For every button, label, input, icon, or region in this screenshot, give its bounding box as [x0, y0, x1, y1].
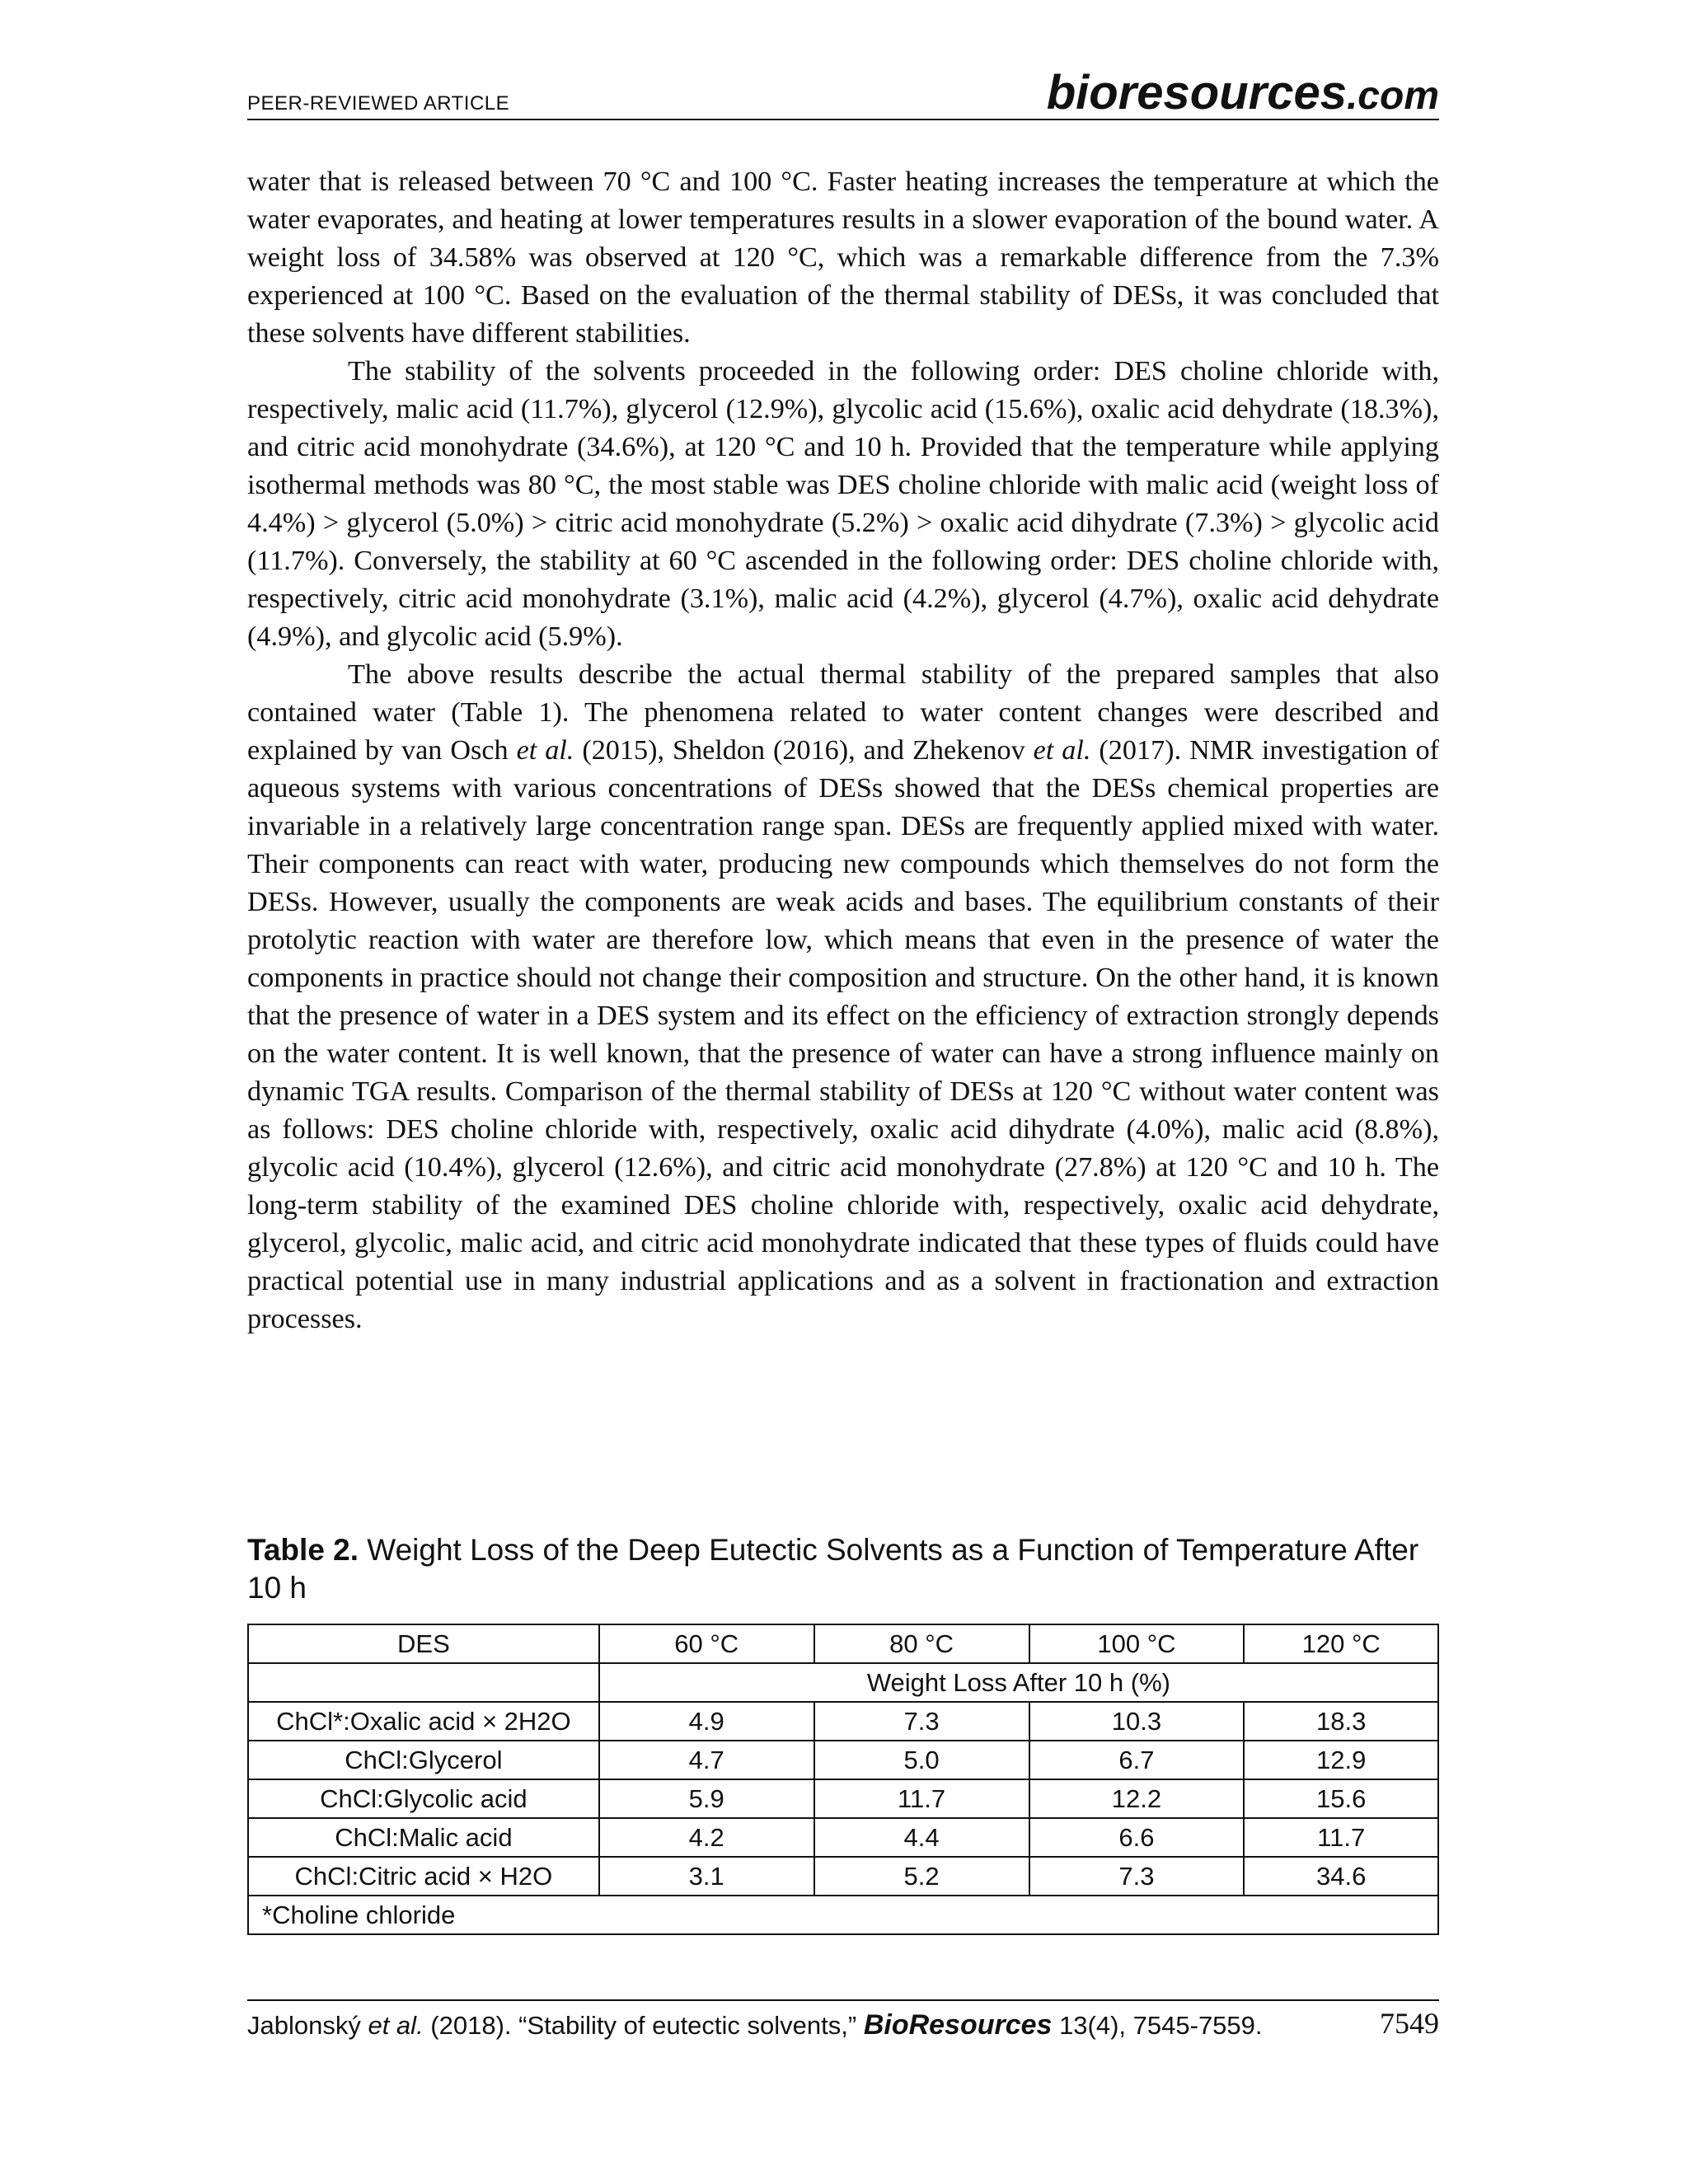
weight-loss-cell: 4.4: [814, 1818, 1029, 1857]
paragraph-text: water that is released between 70 °C and 100 °C. Faster heating increases the temperature at which the water evaporates, and heating at lower temperatures results in a slower evaporation of the bound water. A weight loss of 34.58% was observed at 120 °C, which was a remarkable difference from the 7.3% experienced at 100 °C. Based on the evaluation of the thermal stability of DESs, it was concluded that these solvents have different stabilities.: [247, 166, 1439, 349]
article-type-label: PEER-REVIEWED ARTICLE: [247, 92, 510, 115]
des-name-cell: ChCl*:Oxalic acid × 2H2O: [248, 1702, 599, 1741]
weight-loss-cell: 4.7: [599, 1741, 814, 1779]
weight-loss-cell: 15.6: [1244, 1779, 1438, 1818]
weight-loss-cell: 18.3: [1244, 1702, 1438, 1741]
weight-loss-cell: 11.7: [814, 1779, 1029, 1818]
table-footnote: *Choline chloride: [248, 1896, 1438, 1934]
table-header-row: [248, 1624, 1438, 1663]
empty-cell: [248, 1663, 599, 1702]
footer-etal: et al.: [368, 2011, 424, 2040]
table-row: [248, 1741, 1438, 1779]
table-row: [248, 1857, 1438, 1896]
weight-loss-cell: 34.6: [1244, 1857, 1438, 1896]
weight-loss-cell: 5.0: [814, 1741, 1029, 1779]
table-subheader: Weight Loss After 10 h (%): [599, 1663, 1438, 1702]
weight-loss-cell: 5.9: [599, 1779, 814, 1818]
weight-loss-cell: 4.2: [599, 1818, 814, 1857]
column-header: 80 °C: [814, 1624, 1029, 1663]
footer-volume: 13(4), 7545-7559.: [1052, 2011, 1263, 2040]
page-number: 7549: [1380, 2007, 1439, 2040]
body-paragraph: [247, 163, 1439, 353]
footer-authors: Jablonský: [247, 2011, 368, 2040]
paragraph-text: (2015), Sheldon (2016), and Zhekenov: [574, 735, 1034, 766]
footer-citation-text: (2018). “Stability of eutectic solvents,”: [423, 2011, 864, 2040]
table-title: Weight Loss of the Deep Eutectic Solvents as a Function of Temperature After 10 h: [247, 1533, 1419, 1605]
weight-loss-cell: 7.3: [1029, 1857, 1245, 1896]
body-paragraph: [247, 656, 1439, 1338]
paragraph-text: The stability of the solvents proceeded in the following order: DES choline chloride with, respectively, malic acid (11.7%), glycerol (12.9%), glycolic acid (15.6%), oxalic acid dehydrate (18.3%), and citric acid monohydrate (34.6%), at 120 °C and 10 h. Provided that the temperature while applying isothermal methods was 80 °C, the most stable was DES choline chloride with malic acid (weight loss of 4.4%) > glycerol (5.0%) > citric acid monohydrate (5.2%) > oxalic acid dihydrate (7.3%) > glycolic acid (11.7%). Conversely, the stability at 60 °C ascended in the following order: DES choline chloride with, respectively, citric acid monohydrate (3.1%), malic acid (4.2%), glycerol (4.7%), oxalic acid dehydrate (4.9%), and glycolic acid (5.9%).: [247, 356, 1439, 652]
footer-citation: [247, 2009, 1263, 2041]
weight-loss-table: [247, 1624, 1439, 1935]
italic-text: et al.: [1033, 735, 1091, 766]
footer-journal: BioResources: [863, 2009, 1053, 2041]
weight-loss-cell: 5.2: [814, 1857, 1029, 1896]
column-header: 100 °C: [1029, 1624, 1245, 1663]
des-name-cell: ChCl:Glycerol: [248, 1741, 599, 1779]
page-header: [247, 64, 1439, 120]
weight-loss-cell: 7.3: [814, 1702, 1029, 1741]
des-name-cell: ChCl:Glycolic acid: [248, 1779, 599, 1818]
table-row: [248, 1818, 1438, 1857]
table-footnote-row: [248, 1896, 1438, 1934]
paragraph-text: (2017). NMR investigation of aqueous systems with various concentrations of DESs showed that the DESs chemical properties are invariable in a relatively large concentration range span. DESs are frequently applied mixed with water. Their components can react with water, producing new compounds which themselves do not form the DESs. However, usually the components are weak acids and bases. The equilibrium constants of their protolytic reaction with water are therefore low, which means that even in the presence of water the components in practice should not change their composition and structure. On the other hand, it is known that the presence of water in a DES system and its effect on the efficiency of extraction strongly depends on the water content. It is well known, that the presence of water can have a strong influence mainly on dynamic TGA results. Comparison of the thermal stability of DESs at 120 °C without water content was as follows: DES choline chloride with, respectively, oxalic acid dihydrate (4.0%), malic acid (8.8%), glycolic acid (10.4%), glycerol (12.6%), and citric acid monohydrate (27.8%) at 120 °C and 10 h. The long-term stability of the examined DES choline chloride with, respectively, oxalic acid dehydrate, glycerol, glycolic, malic acid, and citric acid monohydrate indicated that these types of fluids could have practical potential use in many industrial applications and as a solvent in fractionation and extraction processes.: [247, 735, 1439, 1334]
column-header: 60 °C: [599, 1624, 814, 1663]
column-header: DES: [248, 1624, 599, 1663]
table-label: Table 2.: [247, 1533, 359, 1567]
page-footer: [247, 1999, 1439, 2041]
table-subheader-row: [248, 1663, 1438, 1702]
weight-loss-cell: 6.6: [1029, 1818, 1245, 1857]
body-paragraph: [247, 353, 1439, 656]
paragraph-text: The above results describe the actual thermal stability of the prepared samples that also contained water (Table 1). The phenomena related to water content changes were described and explained by van Osch: [247, 659, 1439, 766]
weight-loss-cell: 4.9: [599, 1702, 814, 1741]
italic-text: et al.: [516, 735, 574, 766]
des-name-cell: ChCl:Citric acid × H2O: [248, 1857, 599, 1896]
weight-loss-cell: 6.7: [1029, 1741, 1245, 1779]
weight-loss-cell: 10.3: [1029, 1702, 1245, 1741]
journal-logo-suffix: .com: [1346, 74, 1439, 118]
table-row: [248, 1702, 1438, 1741]
weight-loss-cell: 11.7: [1244, 1818, 1438, 1857]
table-body: [248, 1624, 1438, 1934]
article-body: [247, 163, 1439, 1338]
des-name-cell: ChCl:Malic acid: [248, 1818, 599, 1857]
weight-loss-cell: 12.9: [1244, 1741, 1438, 1779]
journal-logo-name: bioresources: [1046, 66, 1347, 120]
table-caption: [247, 1531, 1439, 1607]
table-row: [248, 1779, 1438, 1818]
weight-loss-cell: 12.2: [1029, 1779, 1245, 1818]
column-header: 120 °C: [1244, 1624, 1438, 1663]
weight-loss-cell: 3.1: [599, 1857, 814, 1896]
journal-logo: [1046, 66, 1439, 120]
